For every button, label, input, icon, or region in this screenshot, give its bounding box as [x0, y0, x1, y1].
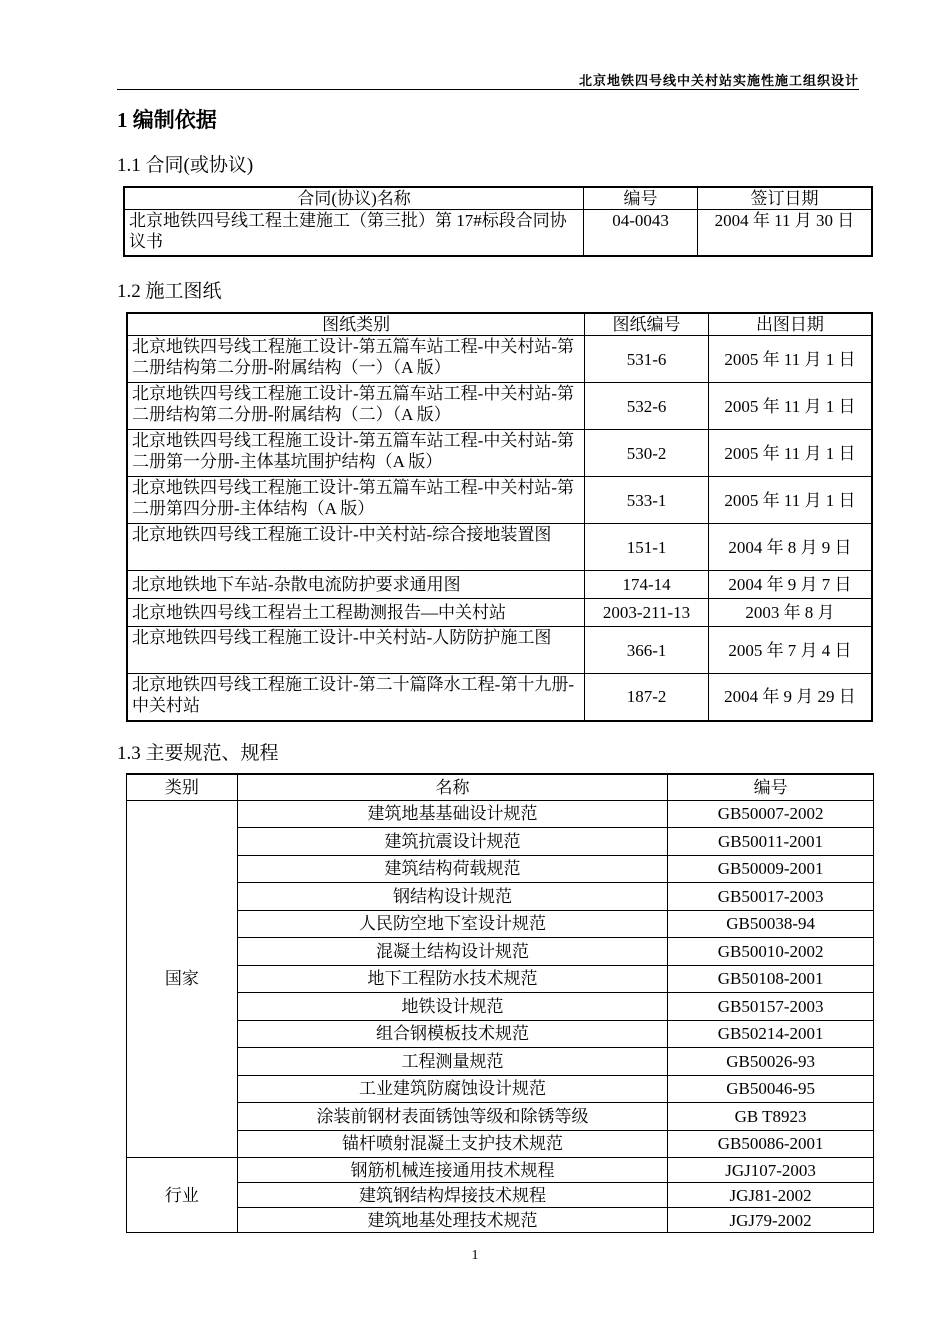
- drawing-name: 北京地铁四号线工程施工设计-第五篇车站工程-中关村站-第二册结构第二分册-附属结构（二）（A 版）: [127, 383, 585, 430]
- standard-name: 组合钢模板技术规范: [237, 1020, 667, 1048]
- table-row: [127, 800, 874, 828]
- table-row: [127, 1183, 874, 1208]
- standard-code: GB50038-94: [668, 910, 874, 938]
- standard-code: GB50010-2002: [668, 938, 874, 966]
- contract-code: 04-0043: [584, 210, 698, 256]
- column-header: 图纸编号: [585, 313, 709, 336]
- table-row: [127, 1130, 874, 1158]
- table-row: [127, 1103, 874, 1131]
- column-header: 签订日期: [697, 187, 872, 210]
- standard-name: 工业建筑防腐蚀设计规范: [237, 1075, 667, 1103]
- drawing-date: 2003 年 8 月: [708, 599, 872, 627]
- standard-name: 地下工程防水技术规范: [237, 965, 667, 993]
- table-row: [127, 1208, 874, 1233]
- column-header: 编号: [584, 187, 698, 210]
- section-1-heading: 1 编制依据: [117, 108, 217, 132]
- standard-code: GB50011-2001: [668, 828, 874, 856]
- column-header: 出图日期: [708, 313, 872, 336]
- standard-name: 锚杆喷射混凝土支护技术规范: [237, 1130, 667, 1158]
- standard-name: 钢结构设计规范: [237, 883, 667, 911]
- section-1-1-heading: 1.1 合同(或协议): [117, 155, 254, 176]
- table-row: [127, 430, 872, 477]
- drawing-code: 531-6: [585, 336, 709, 383]
- drawing-name: 北京地铁四号线工程施工设计-第五篇车站工程-中关村站-第二册第四分册-主体结构（A 版）: [127, 477, 585, 524]
- drawing-date: 2005 年 11 月 1 日: [708, 336, 872, 383]
- drawing-name: 北京地铁四号线工程施工设计-第五篇车站工程-中关村站-第二册第一分册-主体基坑围护结构（A 版）: [127, 430, 585, 477]
- table-row: [127, 571, 872, 599]
- standard-code: JGJ79-2002: [668, 1208, 874, 1233]
- table-row: [127, 1048, 874, 1076]
- drawing-name: 北京地铁四号线工程施工设计-第五篇车站工程-中关村站-第二册结构第二分册-附属结构（一）（A 版）: [127, 336, 585, 383]
- standard-name: 建筑钢结构焊接技术规程: [237, 1183, 667, 1208]
- drawing-name: 北京地铁四号线工程施工设计-第二十篇降水工程-第十九册-中关村站: [127, 674, 585, 721]
- table-row: [127, 855, 874, 883]
- drawings-table: [126, 312, 873, 722]
- standard-name: 建筑地基处理技术规范: [237, 1208, 667, 1233]
- standard-name: 人民防空地下室设计规范: [237, 910, 667, 938]
- standard-code: GB50157-2003: [668, 993, 874, 1021]
- drawing-name: 北京地铁四号线工程施工设计-中关村站-人防防护施工图: [127, 627, 585, 674]
- standard-code: GB T8923: [668, 1103, 874, 1131]
- drawing-date: 2005 年 11 月 1 日: [708, 477, 872, 524]
- drawing-code: 366-1: [585, 627, 709, 674]
- contract-date: 2004 年 11 月 30 日: [697, 210, 872, 256]
- table-row: [127, 674, 872, 721]
- standard-code: JGJ107-2003: [668, 1158, 874, 1183]
- table-row: [127, 910, 874, 938]
- drawing-code: 151-1: [585, 524, 709, 571]
- standard-name: 建筑地基基础设计规范: [237, 800, 667, 828]
- standard-code: GB50026-93: [668, 1048, 874, 1076]
- drawing-code: 2003-211-13: [585, 599, 709, 627]
- standards-table: [126, 773, 874, 1233]
- table-row: [127, 336, 872, 383]
- column-header: 图纸类别: [127, 313, 585, 336]
- standard-name: 工程测量规范: [237, 1048, 667, 1076]
- standard-code: GB50086-2001: [668, 1130, 874, 1158]
- section-1-3-heading: 1.3 主要规范、规程: [117, 743, 279, 764]
- table-row: [127, 883, 874, 911]
- drawing-date: 2004 年 9 月 7 日: [708, 571, 872, 599]
- standard-name: 建筑结构荷载规范: [237, 855, 667, 883]
- table-row: [127, 993, 874, 1021]
- drawing-date: 2004 年 8 月 9 日: [708, 524, 872, 571]
- table-row: [127, 627, 872, 674]
- drawing-name: 北京地铁地下车站-杂散电流防护要求通用图: [127, 571, 585, 599]
- header-rule: [117, 89, 859, 90]
- table-row: [127, 965, 874, 993]
- contract-name: 北京地铁四号线工程土建施工（第三批）第 17#标段合同协议书: [124, 210, 584, 256]
- drawing-code: 187-2: [585, 674, 709, 721]
- drawing-name: 北京地铁四号线工程岩土工程勘测报告—中关村站: [127, 599, 585, 627]
- standard-code: GB50108-2001: [668, 965, 874, 993]
- standard-name: 涂装前钢材表面锈蚀等级和除锈等级: [237, 1103, 667, 1131]
- table-row: [124, 210, 872, 256]
- drawing-date: 2005 年 11 月 1 日: [708, 430, 872, 477]
- standard-code: GB50017-2003: [668, 883, 874, 911]
- drawing-date: 2005 年 7 月 4 日: [708, 627, 872, 674]
- running-header: 北京地铁四号线中关村站实施性施工组织设计: [578, 74, 859, 89]
- drawing-code: 532-6: [585, 383, 709, 430]
- column-header: 合同(协议)名称: [124, 187, 584, 210]
- drawing-name: 北京地铁四号线工程施工设计-中关村站-综合接地装置图: [127, 524, 585, 571]
- category-cell: 国家: [127, 800, 238, 1158]
- table-row: [127, 383, 872, 430]
- standard-code: GB50214-2001: [668, 1020, 874, 1048]
- drawing-code: 530-2: [585, 430, 709, 477]
- standard-code: GB50007-2002: [668, 800, 874, 828]
- table-header-row: [127, 774, 874, 800]
- standard-code: JGJ81-2002: [668, 1183, 874, 1208]
- standard-name: 钢筋机械连接通用技术规程: [237, 1158, 667, 1183]
- drawing-date: 2005 年 11 月 1 日: [708, 383, 872, 430]
- column-header: 编号: [668, 774, 874, 800]
- standard-code: GB50046-95: [668, 1075, 874, 1103]
- table-row: [127, 828, 874, 856]
- standard-code: GB50009-2001: [668, 855, 874, 883]
- table-row: [127, 938, 874, 966]
- contract-table: [123, 186, 873, 257]
- drawing-code: 533-1: [585, 477, 709, 524]
- column-header: 类别: [127, 774, 238, 800]
- table-header-row: [124, 187, 872, 210]
- table-header-row: [127, 313, 872, 336]
- column-header: 名称: [237, 774, 667, 800]
- table-row: [127, 524, 872, 571]
- page-number: 1: [471, 1248, 479, 1263]
- standard-name: 地铁设计规范: [237, 993, 667, 1021]
- drawing-date: 2004 年 9 月 29 日: [708, 674, 872, 721]
- table-row: [127, 1158, 874, 1183]
- category-cell: 行业: [127, 1158, 238, 1233]
- table-row: [127, 1075, 874, 1103]
- table-row: [127, 477, 872, 524]
- standard-name: 混凝土结构设计规范: [237, 938, 667, 966]
- drawing-code: 174-14: [585, 571, 709, 599]
- table-row: [127, 599, 872, 627]
- section-1-2-heading: 1.2 施工图纸: [117, 281, 222, 302]
- table-row: [127, 1020, 874, 1048]
- standard-name: 建筑抗震设计规范: [237, 828, 667, 856]
